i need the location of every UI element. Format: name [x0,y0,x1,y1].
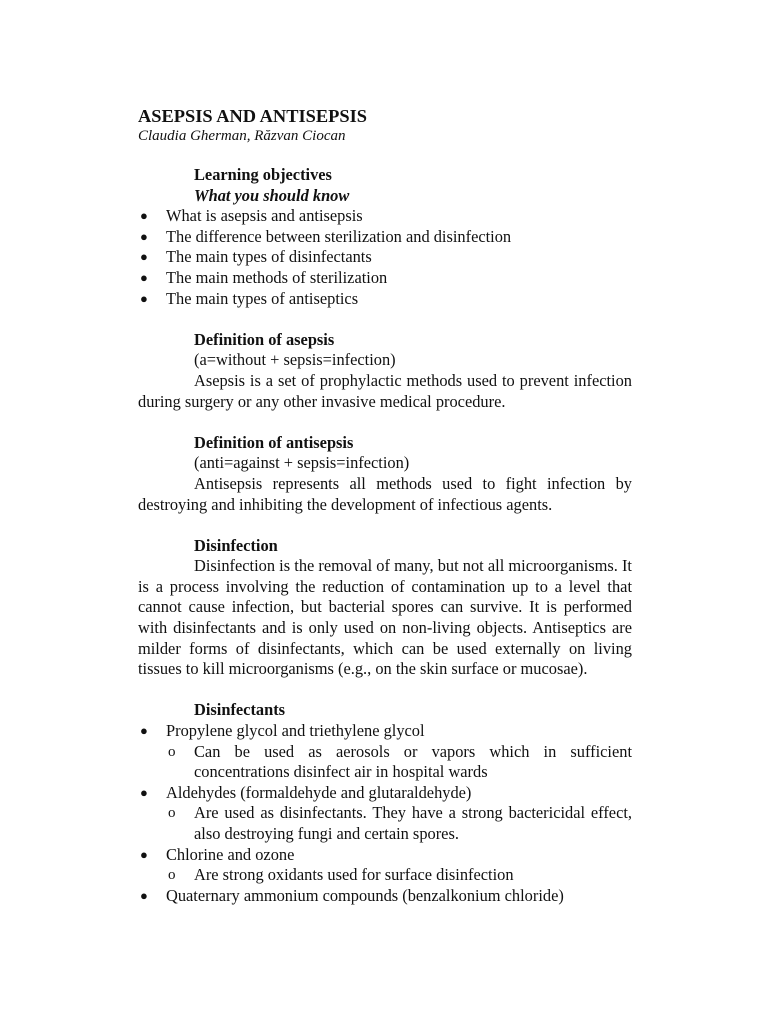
list-item [138,845,632,866]
list-item [138,289,632,310]
disinfectants-sublist [138,865,632,886]
disinfectants-list [138,845,632,866]
list-item-text: The main types of disinfectants [166,247,372,267]
list-item-text: The difference between sterilization and disinfection [166,226,512,246]
learning-objectives-heading: Learning objectives [194,165,332,184]
bullet-icon: ● [140,723,148,739]
document-authors: Claudia Gherman, Răzvan Ciocan [138,128,346,144]
learning-objectives-list [138,206,632,309]
disinfectants-list [138,886,632,907]
list-item [138,268,632,289]
disinfectants-heading: Disinfectants [194,700,286,720]
list-item [138,247,632,268]
sub-bullet-icon: o [168,867,176,884]
bullet-icon: ● [140,846,148,862]
sub-list-item-text: Are strong oxidants used for surface disinfection [194,865,514,885]
antisepsis-heading: Definition of antisepsis [194,432,354,452]
sub-list-item [138,865,632,886]
spacer [138,309,632,330]
spacer [138,515,632,536]
disinfectants-sublist [138,742,632,783]
bullet-icon: ● [140,887,148,903]
learning-objectives-subheading: What you should know [194,185,350,205]
list-item-text: The main types of antiseptics [166,288,359,308]
list-item [138,886,632,907]
bullet-icon: ● [140,208,148,224]
list-item-text: Chlorine and ozone [166,844,295,864]
list-item [138,227,632,248]
bullet-icon: ● [140,228,148,244]
document-content [138,105,632,906]
sub-bullet-icon: o [168,743,176,760]
list-item-text: Propylene glycol and triethylene glycol [166,721,425,741]
bullet-icon: ● [140,269,148,285]
sub-list-item [138,803,632,844]
list-item [138,721,632,742]
list-item [138,206,632,227]
list-item-text: Quaternary ammonium compounds (benzalkonium chloride) [166,885,564,905]
disinfectants-sublist [138,803,632,844]
sub-list-item [138,742,632,783]
disinfection-heading: Disinfection [194,535,278,555]
list-item-text: What is asepsis and antisepsis [166,206,363,226]
bullet-icon: ● [140,784,148,800]
spacer [138,412,632,433]
asepsis-text: Asepsis is a set of prophylactic methods used to prevent infection during surgery or any other invasive medical procedure. [138,370,632,411]
sub-bullet-icon: o [168,805,176,822]
asepsis-etymology: (a=without + sepsis=infection) [194,350,396,370]
list-item-text: The main methods of sterilization [166,267,388,287]
disinfectants-list [138,721,632,742]
sub-list-item-text: Are used as disinfectants. They have a strong bactericidal effect, also destroying fungi and certain spores. [194,803,632,843]
bullet-icon: ● [140,249,148,265]
list-item [138,783,632,804]
antisepsis-etymology: (anti=against + sepsis=infection) [194,453,410,473]
document-title: ASEPSIS AND ANTISEPSIS [138,106,367,126]
antisepsis-text: Antisepsis represents all methods used to fight infection by destroying and inhibiting the development of infectious agents. [138,473,632,514]
asepsis-heading: Definition of asepsis [194,329,335,349]
disinfection-text: Disinfection is the removal of many, but not all microorganisms. It is a process involving the reduction of contamination up to a level that cannot cause infection, but bacterial spores can survive. It is performed with disinfectants and is only used on non-living objects. Antiseptics are milder forms of disinfectants, which can be used externally on living tissues to kill microorganisms (e.g., on the skin surface or mucosae). [138,556,632,679]
list-item-text: Aldehydes (formaldehyde and glutaraldehyde) [166,782,472,802]
bullet-icon: ● [140,290,148,306]
spacer [138,680,632,701]
disinfectants-list [138,783,632,804]
sub-list-item-text: Can be used as aerosols or vapors which in sufficient concentrations disinfect air in hospital wards [194,741,632,782]
